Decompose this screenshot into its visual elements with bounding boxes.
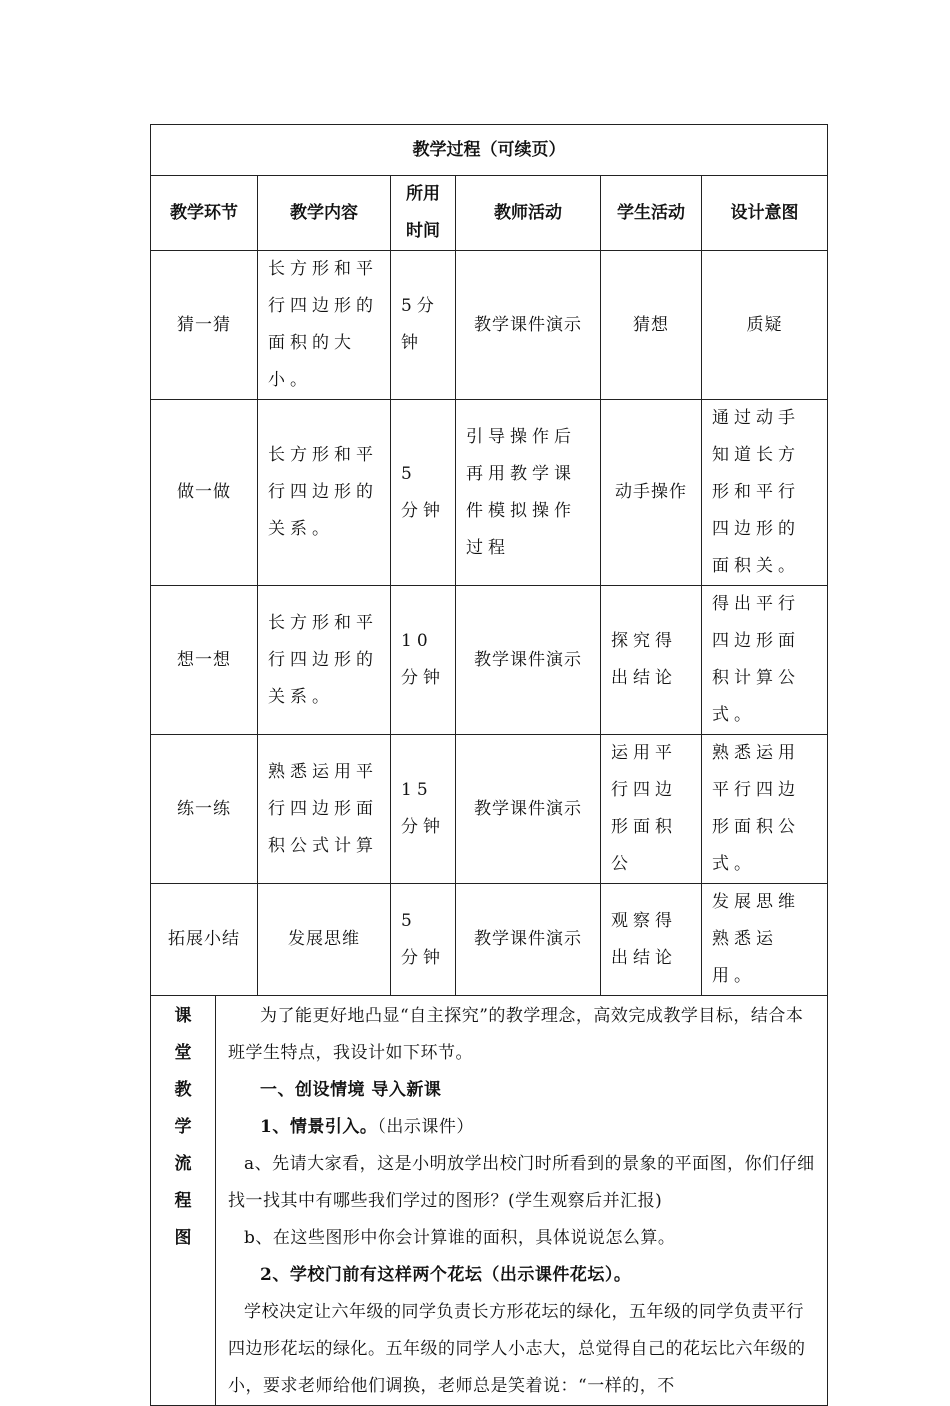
content-cell: 熟悉运用平行四边形面积公式计算 <box>258 735 391 884</box>
student-cell: 猜想 <box>601 251 702 400</box>
header-student: 学生活动 <box>601 176 702 251</box>
table-row <box>151 251 828 400</box>
teacher-cell: 引导操作后再用教学课件模拟操作过程 <box>456 400 601 586</box>
header-time-line1: 所用 <box>406 184 440 204</box>
teacher-cell: 教学课件演示 <box>456 735 601 884</box>
intent-cell: 熟悉运用平行四边形面积公式。 <box>702 735 828 884</box>
time-cell: 10分钟 <box>391 586 456 735</box>
time-cell: 15分钟 <box>391 735 456 884</box>
student-cell: 运用平行四边形面积公 <box>601 735 702 884</box>
student-cell: 观察得出结论 <box>601 884 702 996</box>
flow-item-b: b、在这些图形中你会计算谁的面积，具体说说怎么算。 <box>244 1228 676 1248</box>
flow-step1-note: （出示课件） <box>377 1117 474 1137</box>
table-row <box>151 586 828 735</box>
time-cell: 5分钟 <box>391 251 456 400</box>
header-intent: 设计意图 <box>702 176 828 251</box>
flow-side-label <box>151 996 216 1406</box>
teacher-cell: 教学课件演示 <box>456 251 601 400</box>
table-row <box>151 884 828 996</box>
flow-step1 <box>228 1109 818 1146</box>
time-cell: 5 分钟 <box>391 400 456 586</box>
flow-step2: 2、学校门前有这样两个花坛（出示课件花坛）。 <box>260 1265 632 1285</box>
flow-intro: 为了能更好地凸显“自主探究”的教学理念，高效完成教学目标，结合本班学生特点，我设计如下环节。 <box>228 1006 804 1063</box>
segment-cell: 练一练 <box>151 735 258 884</box>
side-char: 堂 <box>174 1043 192 1063</box>
time-cell: 5 分钟 <box>391 884 456 996</box>
header-content: 教学内容 <box>258 176 391 251</box>
intent-cell: 通过动手知道长方形和平行四边形的面积关。 <box>702 400 828 586</box>
student-cell: 探究得出结论 <box>601 586 702 735</box>
segment-cell: 猜一猜 <box>151 251 258 400</box>
flow-section-heading: 一、创设情境 导入新课 <box>260 1080 442 1100</box>
header-segment: 教学环节 <box>151 176 258 251</box>
side-char: 课 <box>174 1006 192 1026</box>
teacher-cell: 教学课件演示 <box>456 586 601 735</box>
teaching-process-table <box>150 124 828 1406</box>
flow-row <box>151 996 828 1406</box>
content-cell: 长方形和平行四边形的面积的大小。 <box>258 251 391 400</box>
side-char: 程 <box>174 1191 192 1211</box>
intent-cell: 发展思维熟悉运用。 <box>702 884 828 996</box>
table-title: 教学过程（可续页） <box>151 125 828 176</box>
flow-content <box>216 996 828 1406</box>
header-time <box>391 176 456 251</box>
student-cell: 动手操作 <box>601 400 702 586</box>
side-char: 教 <box>174 1080 192 1100</box>
teacher-cell: 教学课件演示 <box>456 884 601 996</box>
flow-step1-title: 1、情景引入。 <box>260 1117 378 1137</box>
flow-story: 学校决定让六年级的同学负责长方形花坛的绿化，五年级的同学负责平行四边形花坛的绿化。五年级的同学人小志大，总觉得自己的花坛比六年级的小，要求老师给他们调换，老师总是笑着说：“一样的，不 <box>228 1302 806 1396</box>
intent-cell: 质疑 <box>702 251 828 400</box>
intent-cell: 得出平行四边形面积计算公式。 <box>702 586 828 735</box>
table-row <box>151 735 828 884</box>
header-teacher: 教师活动 <box>456 176 601 251</box>
side-char: 学 <box>174 1117 192 1137</box>
segment-cell: 想一想 <box>151 586 258 735</box>
segment-cell: 做一做 <box>151 400 258 586</box>
content-cell: 长方形和平行四边形的关系。 <box>258 586 391 735</box>
header-row <box>151 176 828 251</box>
content-cell: 发展思维 <box>258 884 391 996</box>
flow-item-a: a、先请大家看，这是小明放学出校门时所看到的景象的平面图，你们仔细找一找其中有哪些我们学过的图形？(学生观察后并汇报) <box>228 1154 815 1211</box>
side-char: 图 <box>174 1228 192 1248</box>
header-time-line2: 时间 <box>406 221 440 241</box>
table-row <box>151 400 828 586</box>
segment-cell: 拓展小结 <box>151 884 258 996</box>
content-cell: 长方形和平行四边形的关系。 <box>258 400 391 586</box>
side-char: 流 <box>174 1154 192 1174</box>
